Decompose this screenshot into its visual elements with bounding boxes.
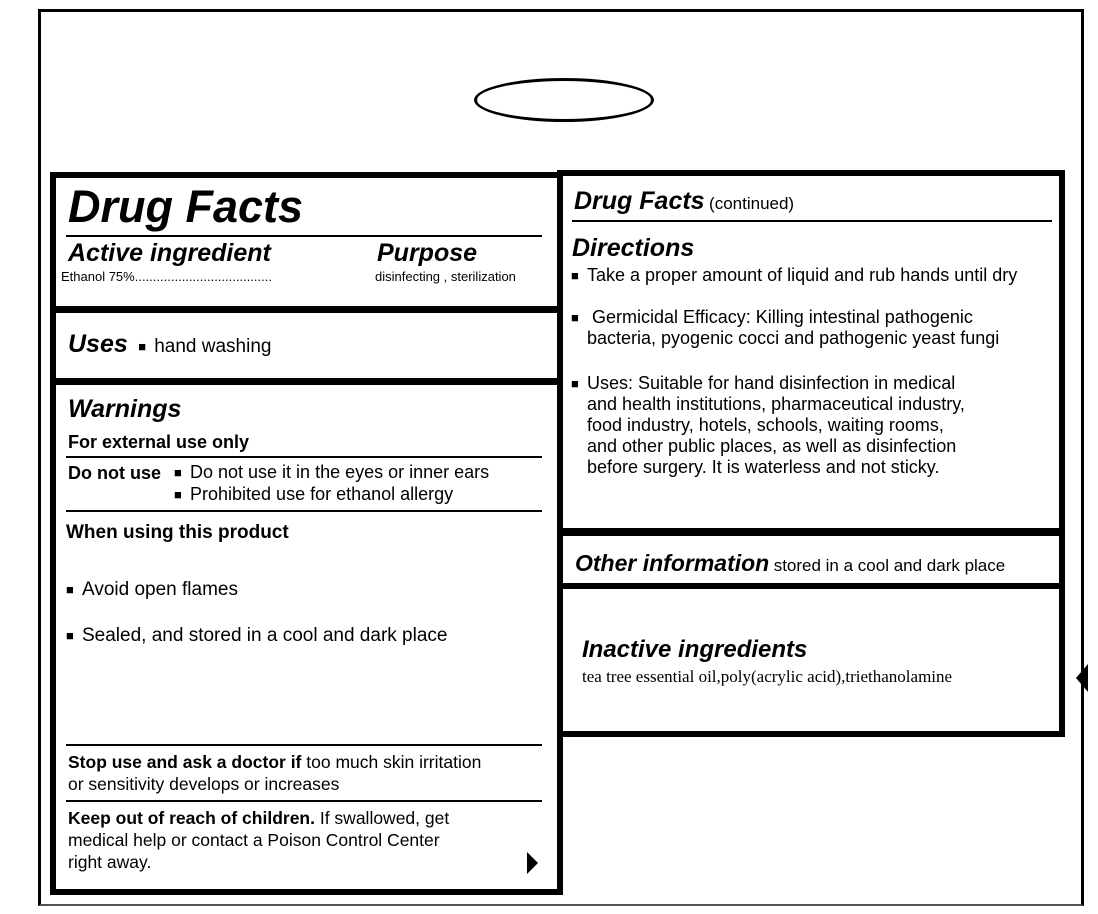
when-using-heading: When using this product (66, 522, 289, 543)
direction-item: ■ Uses: Suitable for hand disinfection in medical and health institutions, pharmaceutical industry, food industry, hotels, schools, waiting rooms, and other public places, as well as disinfection before surgery. It is waterless and not sticky. (571, 373, 965, 477)
keep-out-text: Keep out of reach of children. If swallowed, get medical help or contact a Poison Control Center right away. (68, 808, 450, 872)
bullet: ■ (66, 628, 74, 643)
divider (56, 306, 557, 313)
do-not-use-item: ■ Do not use it in the eyes or inner ears (174, 462, 490, 482)
continued-label: (continued) (709, 194, 795, 213)
inactive-ingredients-heading: Inactive ingredients (582, 636, 808, 663)
warnings-heading: Warnings (68, 395, 182, 423)
continue-arrow-icon (527, 852, 538, 874)
bullet: ■ (138, 339, 147, 354)
title-rule (66, 235, 542, 237)
uses-section (68, 330, 271, 359)
direction-item: ■ Take a proper amount of liquid and rub hands until dry (571, 265, 1018, 285)
when-using-item: ■ Avoid open flames (66, 579, 238, 600)
other-info-heading: Other information (575, 550, 770, 576)
purpose-value: disinfecting , sterilization (375, 269, 516, 284)
bullet: ■ (66, 582, 74, 597)
direction-item: ■ Germicidal Efficacy: Killing intestinal pathogenic bacteria, pyogenic cocci and pathogenic yeast fungi (571, 307, 1000, 348)
bullet: ■ (571, 310, 579, 325)
purpose-heading: Purpose (377, 239, 478, 267)
external-use-text: For external use only (68, 432, 250, 452)
inactive-ingredients-text: tea tree essential oil,poly(acrylic acid),triethanolamine (582, 667, 953, 686)
do-not-use-label: Do not use (68, 463, 161, 483)
hang-hole (474, 78, 654, 122)
right-title: Drug Facts (574, 187, 705, 215)
rule (572, 220, 1052, 222)
rule (66, 510, 542, 512)
rule (66, 744, 542, 746)
do-not-use-item: ■ Prohibited use for ethanol allergy (174, 484, 454, 504)
other-info-section (575, 550, 1005, 577)
uses-heading: Uses (68, 330, 128, 358)
other-info-text: stored in a cool and dark place (773, 556, 1006, 575)
directions-heading: Directions (572, 234, 695, 262)
divider (56, 378, 557, 385)
uses-text: hand washing (154, 336, 272, 357)
bullet: ■ (571, 376, 579, 391)
stop-use-text: Stop use and ask a doctor if too much skin irritation or sensitivity develops or increases (68, 752, 482, 794)
active-ingredient-value: Ethanol 75%...................................... (61, 269, 272, 284)
when-using-item: ■ Sealed, and stored in a cool and dark place (66, 625, 448, 646)
active-ingredient-heading: Active ingredient (68, 239, 271, 267)
bullet: ■ (571, 268, 579, 283)
bullet: ■ (174, 487, 182, 502)
rule (66, 800, 542, 802)
side-tab (1076, 664, 1088, 692)
rule (66, 456, 542, 458)
drug-facts-title: Drug Facts (68, 181, 304, 232)
bullet: ■ (174, 465, 182, 480)
drug-facts-continued-title (574, 187, 794, 216)
drug-facts-panel-right (557, 170, 1065, 536)
